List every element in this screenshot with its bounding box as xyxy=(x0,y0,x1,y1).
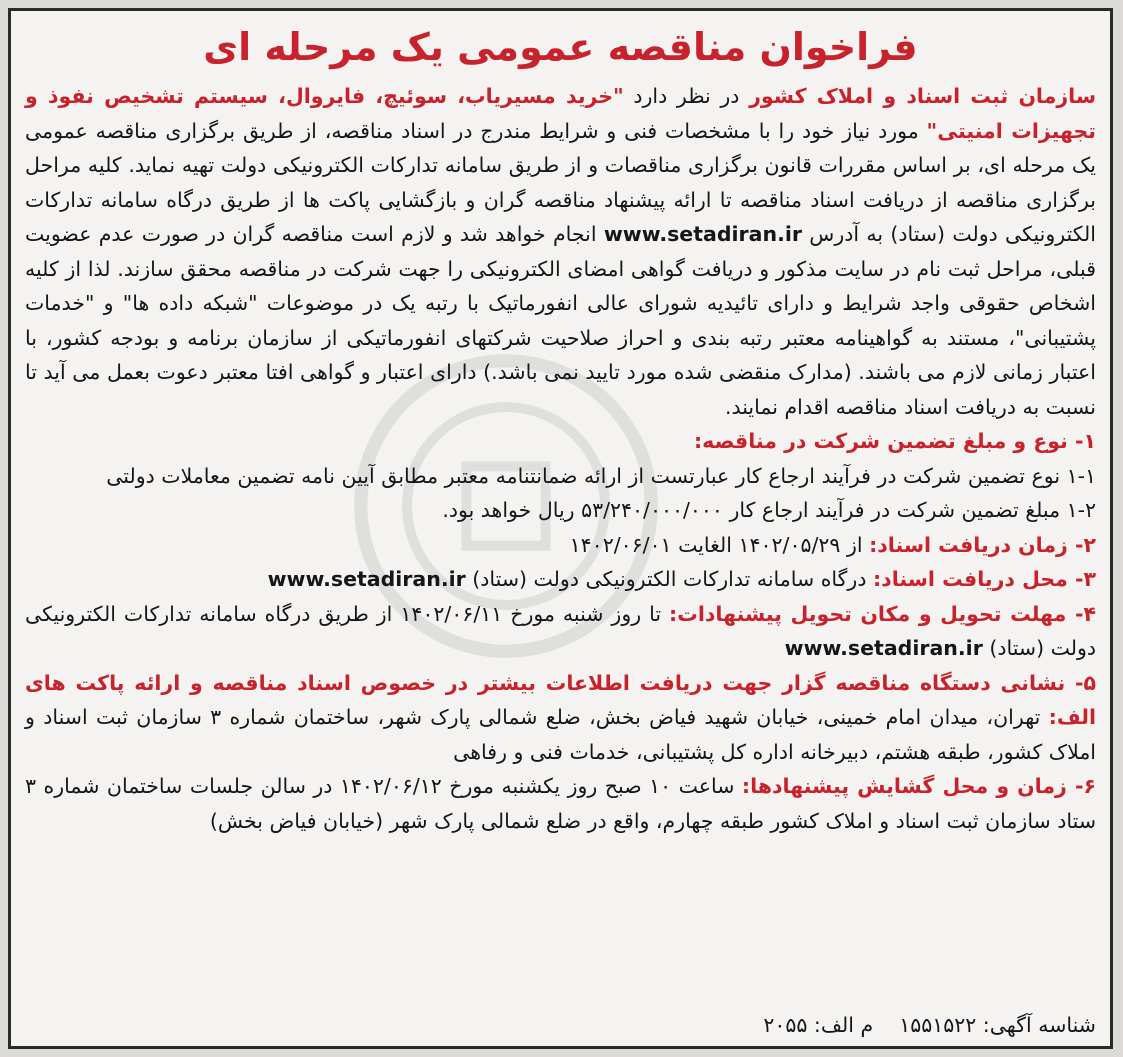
section-3 xyxy=(25,562,1096,597)
section-2-label: ۲- زمان دریافت اسناد: xyxy=(869,532,1096,557)
org-name: سازمان ثبت اسناد و املاک کشور xyxy=(749,84,1096,108)
section-3-website-link[interactable]: www.setadiran.ir xyxy=(267,567,466,591)
intro-paragraph xyxy=(25,79,1096,424)
intro-body-1: مورد نیاز خود را با مشخصات فنی و شرایط مندرج در اسناد مناقصه، از طریق برگزاری مناقصه عمومی یک مرحله ای، بر اساس مقررات قانون برگزاری مناقصات و از طریق سامانه تدارکات الکترونیکی دولت تهیه نماید. کلیه مراحل برگزاری مناقصه از دریافت اسناد مناقصه تا ارائه پیشنهاد مناقصه گران و بازگشایی پاکت ها از طریق درگاه سامانه تدارکات الکترونیکی دولت (ستاد) به آدرس xyxy=(25,118,1096,246)
section-6-text: ساعت ۱۰ صبح روز یکشنبه مورخ ۱۴۰۲/۰۶/۱۲ در سالن جلسات ساختمان شماره ۳ ستاد سازمان ثبت اسناد و املاک کشور طبقه چهارم، واقع در ضلع شمالی پارک شهر (خیابان فیاض بخش) xyxy=(25,774,1096,833)
section-5-text: تهران، میدان امام خمینی، خیابان شهید فیاض بخش، ضلع شمالی پارک شهر، ساختمان شماره ۳ سازمان ثبت اسناد و املاک کشور، طبقه هشتم، دبیرخانه اداره کل پشتیبانی، خدمات فنی و رفاهی xyxy=(25,705,1096,764)
section-1-item-2: ۱-۲ مبلغ تضمین شرکت در فرآیند ارجاع کار ۵۳/۲۴۰/۰۰۰/۰۰۰ ریال خواهد بود. xyxy=(442,498,1096,522)
notice-body xyxy=(25,15,1096,838)
section-6-label: ۶- زمان و محل گشایش پیشنهادها: xyxy=(741,774,1096,798)
section-3-label: ۳- محل دریافت اسناد: xyxy=(872,567,1096,591)
notice-footer xyxy=(25,1008,1096,1042)
page-title: فراخوان مناقصه عمومی یک مرحله ای xyxy=(203,25,918,69)
section-1-item-1: ۱-۱ نوع تضمین شرکت در فرآیند ارجاع کار عبارتست از ارائه ضمانتنامه معتبر مطابق آیین نامه تضمین معاملات دولتی xyxy=(106,463,1096,488)
section-6 xyxy=(25,769,1096,838)
section-4-website-link[interactable]: www.setadiran.ir xyxy=(784,636,983,660)
section-5 xyxy=(25,666,1096,770)
section-4-label: ۴- مهلت تحویل و مکان تحویل پیشنهادات: xyxy=(669,601,1096,626)
ad-code: م الف: ۲۰۵۵ xyxy=(763,1013,874,1037)
section-3-text: درگاه سامانه تدارکات الکترونیکی دولت (ستاد) xyxy=(465,567,873,591)
section-1-heading: ۱- نوع و مبلغ تضمین شرکت در مناقصه: xyxy=(693,429,1096,453)
section-2-text: از ۱۴۰۲/۰۵/۲۹ الغایت ۱۴۰۲/۰۶/۰۱ xyxy=(569,532,870,557)
tender-subject: "خرید مسیریاب، سوئیچ، فایروال، سیستم تشخیص نفوذ و تجهیزات امنیتی" xyxy=(25,84,1096,143)
intro-pre-subject: در نظر دارد xyxy=(623,84,750,108)
section-5-label: ۵- نشانی دستگاه مناقصه گزار جهت دریافت اطلاعات بیشتر در خصوص اسناد مناقصه و ارائه پاکت های الف: xyxy=(25,670,1096,729)
ad-id: شناسه آگهی: ۱۵۵۱۵۲۲ xyxy=(899,1013,1096,1037)
section-4 xyxy=(25,597,1096,666)
section-4-text: تا روز شنبه مورخ ۱۴۰۲/۰۶/۱۱ از طریق درگاه سامانه تدارکات الکترونیکی دولت (ستاد) xyxy=(25,601,1096,660)
section-2 xyxy=(25,528,1096,563)
intro-body-2: انجام خواهد شد و لازم است مناقصه گران در صورت عدم عضویت قبلی، مراحل ثبت نام در سایت مذکور و دریافت گواهی امضای الکترونیکی را جهت شرکت در مناقصه محقق سازند. لذا از کلیه اشخاص حقوقی واجد شرایط و دارای تائیدیه شورای عالی انفورماتیک با رتبه یک در موضوعات "شبکه داده ها" و "خدمات پشتیبانی"، مستند به گواهینامه معتبر رتبه بندی و احراز صلاحیت شرکتهای انفورماتیکی از سازمان برنامه و بودجه کشور، با اعتبار زمانی لازم می باشند. (مدارک منقضی شده مورد تایید نمی باشد.) دارای اعتبار و گواهی افتا معتبر دعوت بعمل می آید تا نسبت به دریافت اسناد مناقصه اقدام نمایند. xyxy=(25,222,1096,419)
website-link[interactable]: www.setadiran.ir xyxy=(603,222,803,246)
notice-page xyxy=(8,8,1113,1049)
